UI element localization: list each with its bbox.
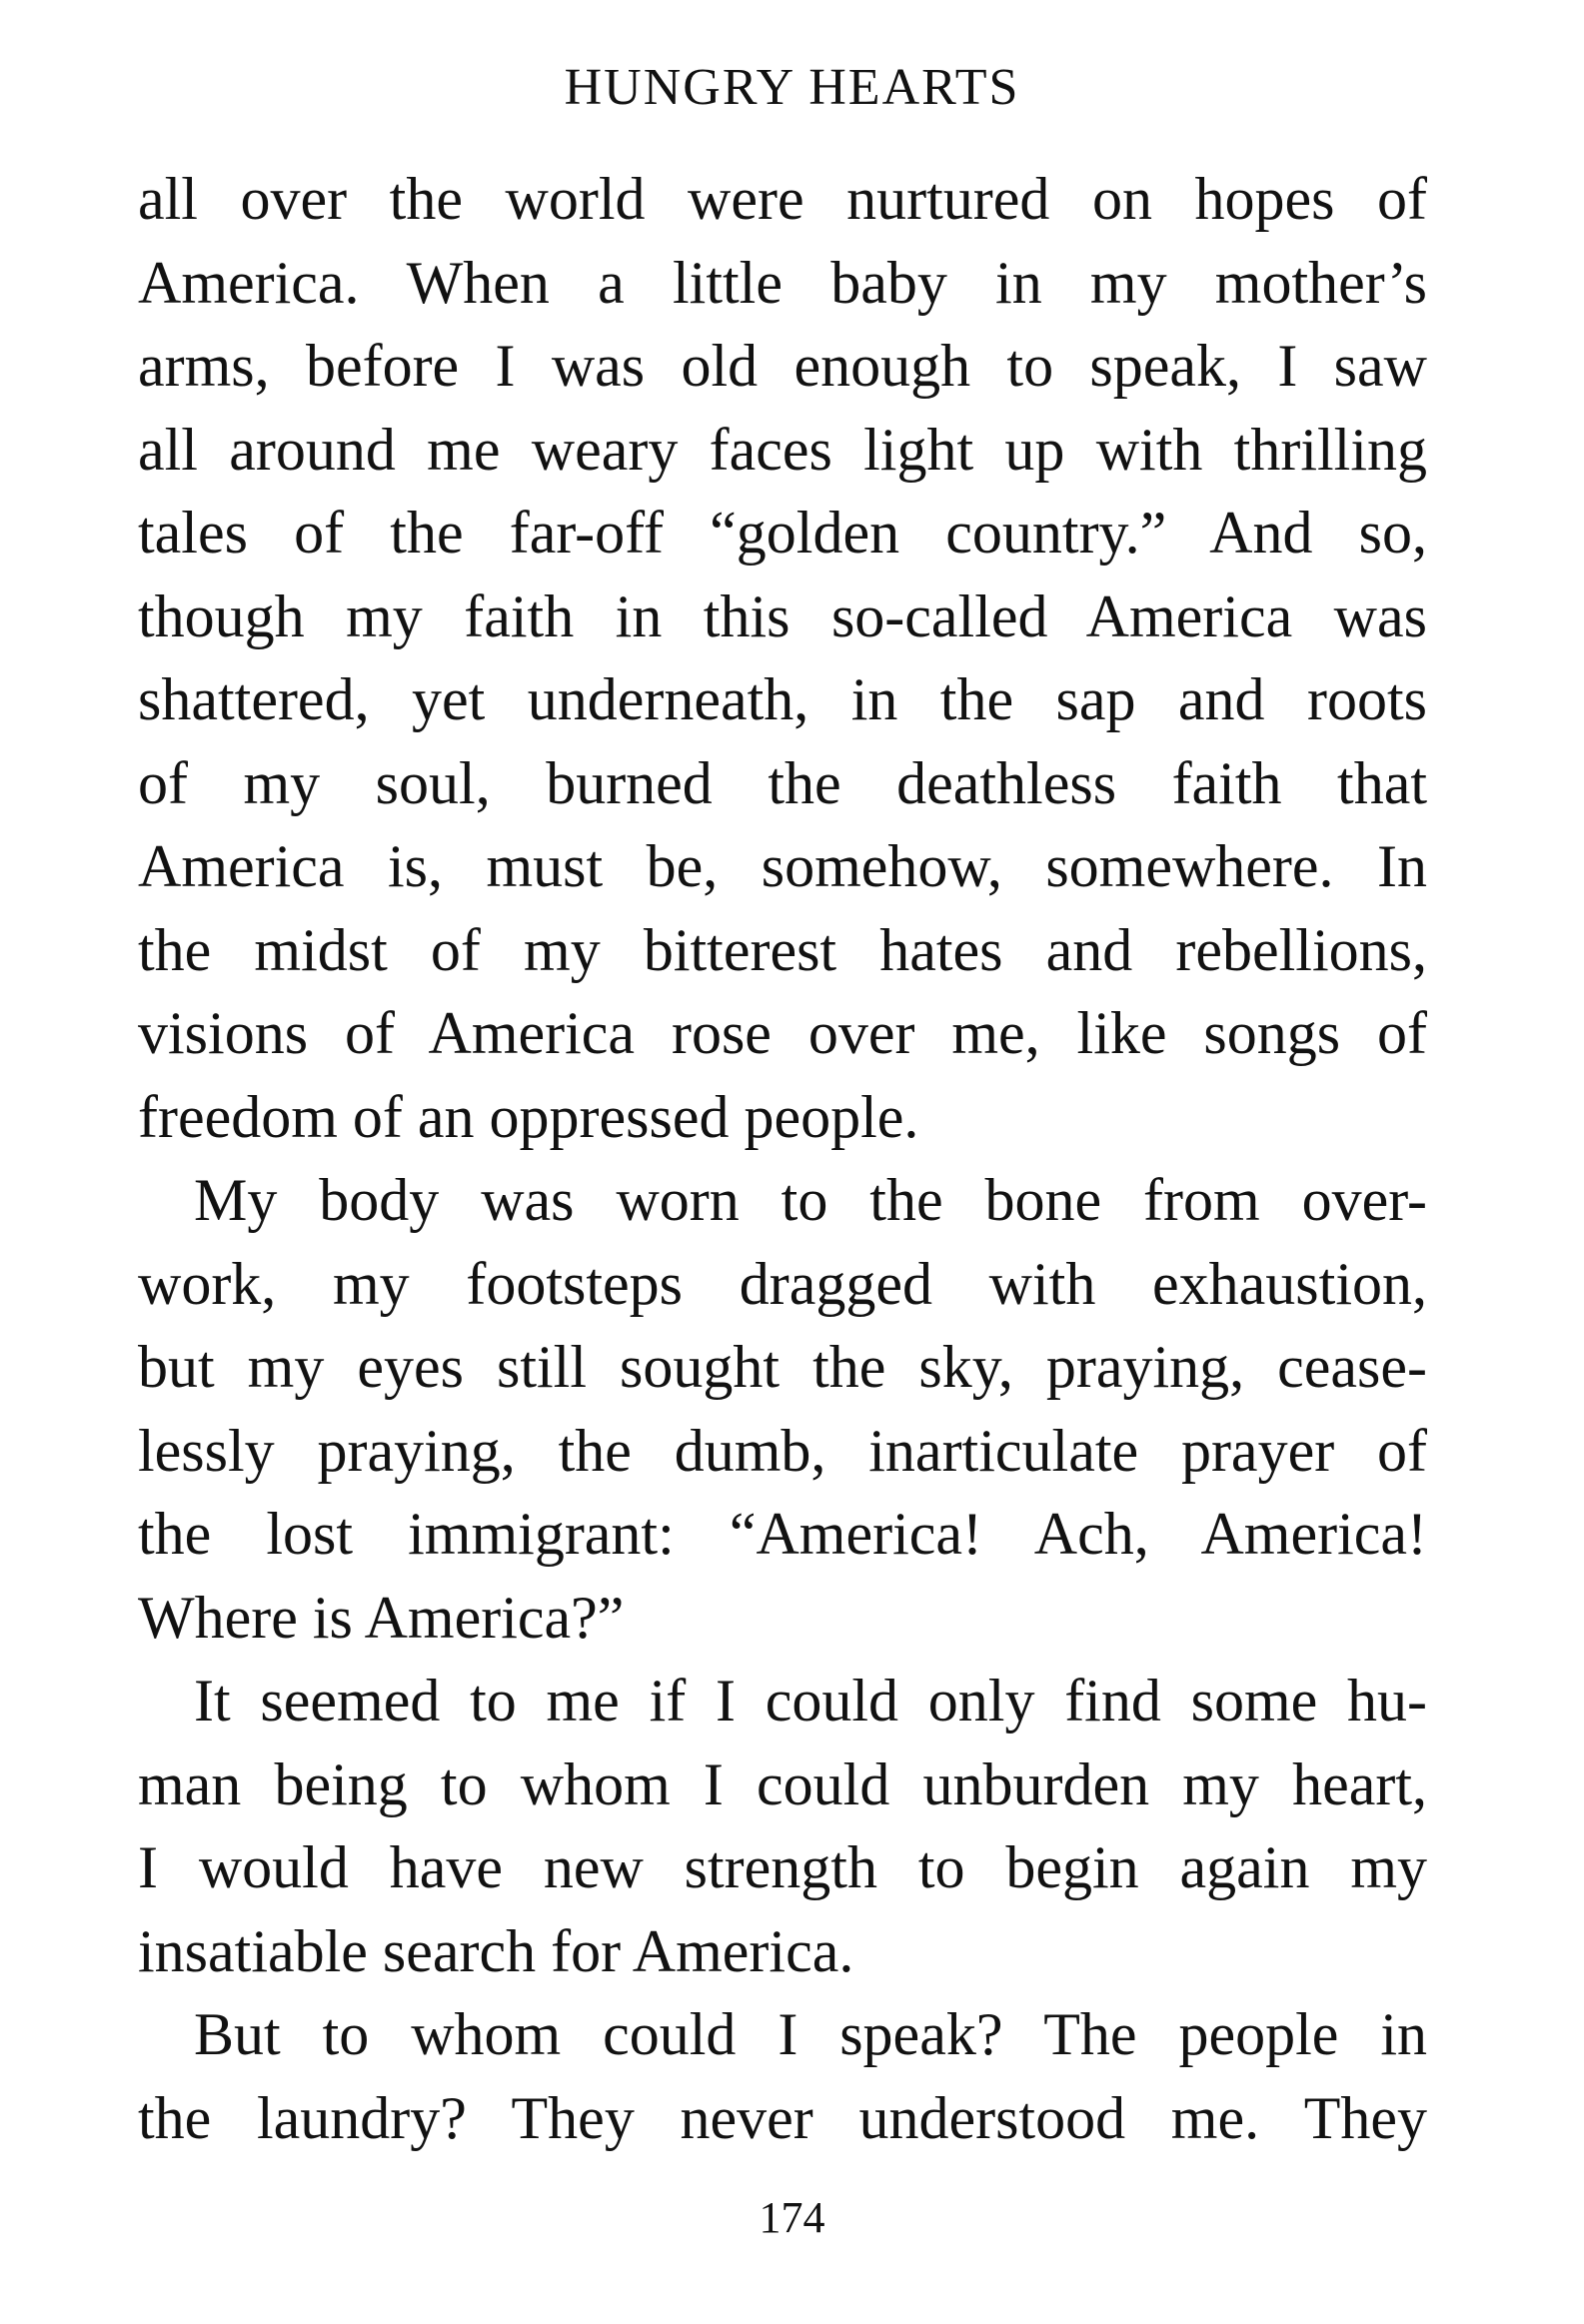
text-line: freedom of an oppressed people. [138, 1083, 919, 1150]
text-line: America is, must be, somehow, somewhere. In [138, 833, 1427, 899]
text-line: the laundry? They never understood me. They [138, 2084, 1427, 2151]
text-line: the lost immigrant: “America! Ach, America! [138, 1501, 1427, 1567]
text-line: Where is America?” [138, 1584, 625, 1651]
text-line: tales of the far-off “golden country.” And so, [138, 500, 1427, 566]
running-head: HUNGRY HEARTS [564, 59, 1020, 116]
text-line: the midst of my bitterest hates and rebellions, [138, 916, 1427, 983]
text-line: but my eyes still sought the sky, praying, cease- [138, 1334, 1427, 1400]
text-line: America. When a little baby in my mother’s [138, 249, 1427, 316]
body-text [138, 158, 1427, 2160]
text-line: It seemed to me if I could only find some hu- [194, 1668, 1427, 1734]
text-line: all around me weary faces light up with thrilling [138, 416, 1427, 483]
text-line: I would have new strength to begin again my [138, 1834, 1427, 1900]
text-line: man being to whom I could unburden my heart, [138, 1750, 1427, 1817]
text-line: lessly praying, the dumb, inarticulate prayer of [138, 1417, 1427, 1484]
text-line: insatiable search for America. [138, 1917, 854, 1984]
text-line: though my faith in this so-called America was [138, 582, 1427, 649]
text-line: But to whom could I speak? The people in [194, 2001, 1427, 2067]
text-line: work, my footsteps dragged with exhaustion, [138, 1250, 1427, 1317]
text-line: shattered, yet underneath, in the sap and roots [138, 666, 1427, 732]
text-line: visions of America rose over me, like songs of [138, 1000, 1427, 1066]
page-number: 174 [759, 2193, 825, 2242]
text-line: arms, before I was old enough to speak, I saw [138, 333, 1427, 399]
text-line: My body was worn to the bone from over- [194, 1167, 1427, 1233]
text-line: all over the world were nurtured on hopes of [138, 166, 1427, 232]
text-line: of my soul, burned the deathless faith that [138, 749, 1427, 816]
